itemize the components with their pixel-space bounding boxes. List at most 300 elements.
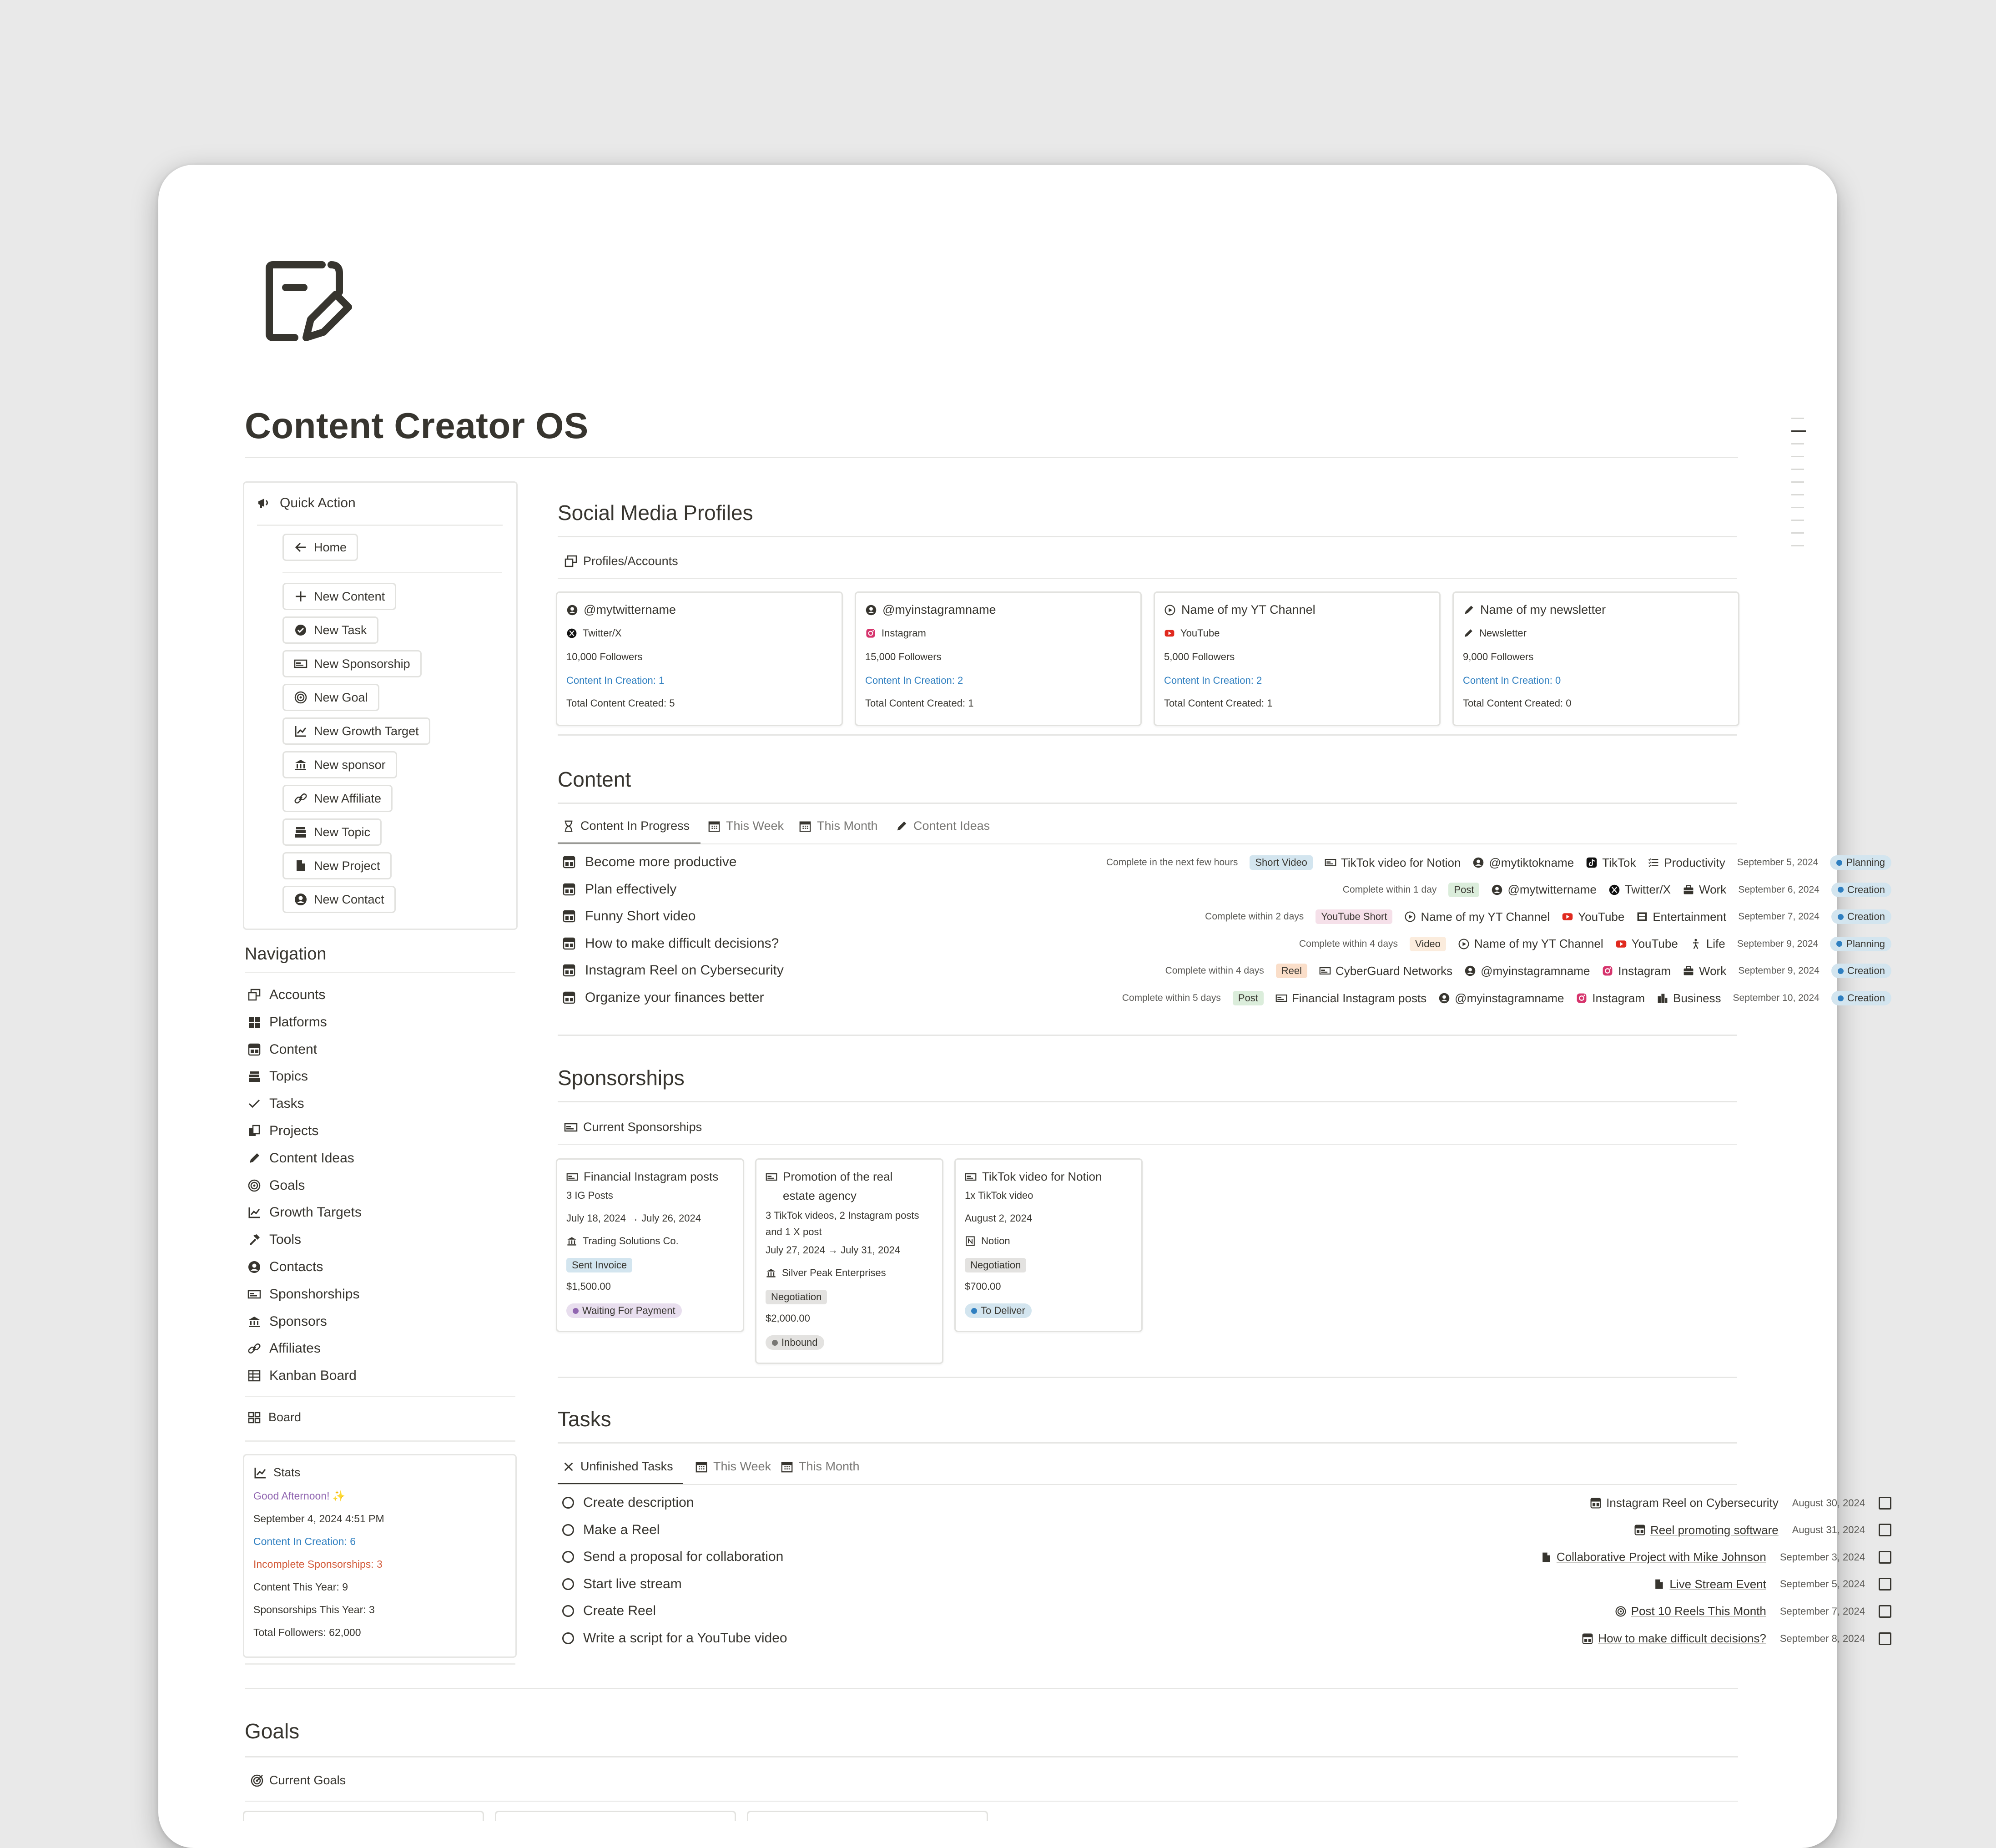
task-checkbox[interactable] <box>1879 1497 1891 1510</box>
nav-item-projects[interactable] <box>247 1123 318 1139</box>
accounts-icon <box>564 555 578 568</box>
task-title: Send a proposal for collaboration <box>583 1549 784 1565</box>
stats-title: Stats <box>273 1465 301 1479</box>
related-label: Post 10 Reels This Month <box>1631 1604 1766 1618</box>
profile-platform: Newsletter <box>1479 627 1527 639</box>
arrow-left-icon <box>294 540 307 554</box>
content-due: Complete within 2 days <box>1205 911 1304 922</box>
youtube-icon <box>1562 911 1573 923</box>
target-icon <box>1615 1606 1627 1617</box>
task-related-item[interactable] <box>1590 1496 1779 1510</box>
nav-item-contacts[interactable] <box>247 1259 323 1275</box>
sponsorship-title: TikTok video for Notion <box>982 1170 1102 1183</box>
board-link[interactable] <box>247 1410 301 1424</box>
topic-label: Work <box>1699 883 1727 897</box>
profile-total-content: Total Content Created: 5 <box>566 697 675 709</box>
profile-name: @myinstagramname <box>882 603 996 616</box>
topic-label: Productivity <box>1664 855 1725 869</box>
profile-name: @mytwittername <box>584 603 676 616</box>
divider <box>558 1144 1737 1145</box>
sponsorship-title: Promotion of the real <box>783 1170 893 1183</box>
person-icon <box>865 604 877 616</box>
projects-icon <box>247 1124 261 1138</box>
content-platform[interactable] <box>1562 910 1624 924</box>
nav-item-label: Platforms <box>269 1014 327 1030</box>
content-title-text: Instagram Reel on Cybersecurity <box>585 963 784 978</box>
task-date: September 5, 2024 <box>1779 1578 1865 1590</box>
person-icon <box>294 893 307 906</box>
divider <box>245 1440 515 1442</box>
task-title: Create Reel <box>583 1603 656 1619</box>
content-due: Complete within 4 days <box>1299 938 1398 949</box>
content-row-title[interactable] <box>562 909 696 924</box>
task-related-item[interactable] <box>1653 1577 1766 1591</box>
nav-item-growth-targets[interactable] <box>247 1205 362 1220</box>
status-badge <box>1831 964 1891 978</box>
content-account[interactable] <box>1458 937 1603 951</box>
divider <box>558 1442 1737 1444</box>
content-type-tag: Video <box>1410 937 1446 951</box>
profile-content-in-creation: Content In Creation: 2 <box>1164 675 1262 686</box>
topic-label: Business <box>1673 991 1721 1005</box>
task-row[interactable] <box>562 1603 656 1619</box>
content-icon <box>247 1043 261 1056</box>
content-platform[interactable] <box>1576 991 1645 1005</box>
person-icon <box>566 604 578 616</box>
content-topic[interactable] <box>1657 991 1721 1005</box>
quick-action-button-label: New Affiliate <box>314 791 382 805</box>
tab-content-in-progress[interactable] <box>562 819 690 833</box>
content-type-tag: Post <box>1233 991 1264 1005</box>
table-of-contents-minimap[interactable] <box>1791 418 1806 558</box>
divider <box>558 1101 1737 1102</box>
current-sponsorships-view-tab[interactable] <box>564 1120 702 1134</box>
task-row[interactable] <box>562 1631 787 1646</box>
divider <box>558 578 1737 579</box>
platform-label: TikTok <box>1602 855 1636 869</box>
quick-action-button-label: New Goal <box>314 690 368 704</box>
content-row-title[interactable] <box>562 882 676 897</box>
tab-this-month[interactable] <box>781 1459 860 1474</box>
stats-content-this-year: Content This Year: 9 <box>253 1581 348 1593</box>
nav-item-sponsors[interactable] <box>247 1314 327 1329</box>
content-icon <box>1634 1524 1646 1536</box>
task-row[interactable] <box>562 1495 694 1510</box>
divider <box>257 525 503 526</box>
quick-action-button-new-affiliate[interactable] <box>282 785 393 812</box>
task-status-circle-icon[interactable] <box>562 1524 574 1536</box>
walk-icon <box>1690 938 1702 950</box>
stats-greeting: Good Afternoon! ✨ <box>253 1490 346 1502</box>
content-platform[interactable] <box>1608 883 1671 897</box>
bank-icon <box>566 1236 577 1247</box>
quick-action-button-new-topic[interactable] <box>282 818 382 846</box>
chart-icon <box>247 1206 261 1219</box>
status-badge <box>1830 937 1891 951</box>
nav-item-accounts[interactable] <box>247 987 325 1003</box>
megaphone-icon <box>257 496 271 510</box>
topic-label: Work <box>1699 964 1727 978</box>
task-row[interactable] <box>562 1522 660 1538</box>
tab-unfinished-tasks[interactable] <box>562 1459 673 1474</box>
nav-item-label: Goals <box>269 1177 305 1193</box>
quick-action-button-new-sponsor[interactable] <box>282 751 397 778</box>
profile-card[interactable] <box>1452 591 1739 726</box>
divider <box>245 1396 515 1397</box>
instagram-icon <box>865 628 876 639</box>
x-icon <box>1608 884 1620 896</box>
content-row-title[interactable] <box>562 854 737 870</box>
profile-card[interactable] <box>1154 591 1441 726</box>
content-account[interactable] <box>1438 991 1564 1005</box>
current-sponsorships-label: Current Sponsorships <box>583 1120 702 1134</box>
content-topic[interactable] <box>1683 964 1726 978</box>
tab-label: This Week <box>713 1459 771 1473</box>
sponsorship-deliverables: 3 IG Posts <box>566 1190 613 1201</box>
profile-card[interactable] <box>855 591 1142 726</box>
person-icon <box>247 1260 261 1274</box>
content-sponsorship[interactable] <box>1325 856 1461 870</box>
nav-item-goals[interactable] <box>247 1178 305 1193</box>
sponsorship-sponsor: Notion <box>981 1235 1010 1247</box>
content-row-title[interactable] <box>562 936 779 951</box>
calendar-icon <box>799 820 812 833</box>
tab-label: This Week <box>726 819 784 833</box>
profile-card[interactable] <box>556 591 843 726</box>
money-icon <box>247 1288 261 1301</box>
money-icon <box>1325 857 1336 868</box>
quick-action-button-label: New Project <box>314 858 380 873</box>
profiles-view-tab[interactable] <box>564 554 678 568</box>
stats-panel <box>243 1454 517 1658</box>
nav-item-label: Accounts <box>269 987 326 1002</box>
content-icon <box>562 855 576 869</box>
content-topic[interactable] <box>1690 937 1725 951</box>
content-account[interactable] <box>1472 856 1574 870</box>
content-icon <box>562 883 576 896</box>
board-label: Board <box>268 1410 302 1424</box>
content-due: Complete within 4 days <box>1165 965 1264 976</box>
status-label: Creation <box>1847 992 1885 1004</box>
target-icon <box>294 691 307 704</box>
profile-platform: YouTube <box>1180 627 1220 639</box>
task-row[interactable] <box>562 1576 682 1592</box>
status-badge <box>1831 991 1891 1005</box>
account-label: @myinstagramname <box>1481 964 1590 978</box>
link-icon <box>294 792 307 805</box>
profile-platform: Instagram <box>882 627 926 639</box>
quick-action-button-label: New Growth Target <box>314 724 419 738</box>
tab-this-week[interactable] <box>708 819 784 833</box>
chart-icon <box>253 1466 267 1479</box>
related-label: Collaborative Project with Mike Johnson <box>1556 1550 1766 1564</box>
document-icon <box>1540 1551 1552 1563</box>
business-icon <box>1657 992 1668 1004</box>
navigation-title: Navigation <box>245 944 327 964</box>
account-label: @mytiktokname <box>1489 855 1574 869</box>
content-platform[interactable] <box>1586 856 1636 870</box>
platform-label: Twitter/X <box>1624 883 1671 897</box>
tab-this-month[interactable] <box>799 819 878 833</box>
account-label: Name of my YT Channel <box>1421 909 1550 924</box>
sponsorship-title: Financial Instagram posts <box>584 1170 719 1183</box>
pencil-icon <box>1463 628 1474 639</box>
status-badge <box>1830 855 1891 870</box>
tab-content-ideas[interactable] <box>895 819 990 833</box>
content-platform[interactable] <box>1615 937 1678 951</box>
task-status-circle-icon[interactable] <box>562 1551 574 1563</box>
tab-label: This Month <box>799 1459 860 1473</box>
task-title: Create description <box>583 1495 694 1510</box>
sponsorship-sponsor: Silver Peak Enterprises <box>782 1267 886 1278</box>
quick-action-button-new-contact[interactable] <box>282 886 396 913</box>
task-checkbox[interactable] <box>1879 1578 1891 1590</box>
divider <box>245 972 515 973</box>
content-date: September 10, 2024 <box>1733 993 1820 1003</box>
content-date: September 9, 2024 <box>1738 965 1820 976</box>
stack-icon <box>294 825 307 839</box>
quick-action-button-label: New Content <box>314 589 385 603</box>
task-status-circle-icon[interactable] <box>562 1497 574 1509</box>
social-media-title: Social Media Profiles <box>558 501 753 525</box>
x-icon <box>566 628 577 639</box>
nav-item-label: Affiliates <box>269 1341 321 1356</box>
task-properties <box>1590 1496 1891 1510</box>
task-date: September 7, 2024 <box>1779 1605 1865 1617</box>
status-label: Inbound <box>781 1337 818 1348</box>
content-date: September 6, 2024 <box>1738 884 1820 895</box>
money-icon <box>766 1171 777 1183</box>
content-topic[interactable] <box>1683 883 1726 897</box>
task-checkbox[interactable] <box>1879 1551 1891 1564</box>
divider <box>245 1663 515 1665</box>
content-sponsorship[interactable] <box>1275 991 1426 1005</box>
quick-action-button-new-project[interactable] <box>282 852 392 879</box>
nav-item-label: Sponsors <box>269 1313 327 1329</box>
task-row[interactable] <box>562 1549 783 1565</box>
divider <box>558 734 1737 736</box>
nav-item-label: Tools <box>269 1232 302 1247</box>
task-checkbox[interactable] <box>1879 1524 1891 1536</box>
content-date: September 5, 2024 <box>1737 857 1819 868</box>
sponsorship-label: CyberGuard Networks <box>1335 964 1453 978</box>
quick-action-button-label: New Task <box>314 623 367 637</box>
content-date: September 7, 2024 <box>1738 911 1820 922</box>
content-date: September 9, 2024 <box>1737 938 1819 949</box>
person-icon <box>1438 992 1450 1004</box>
profile-followers: 10,000 Followers <box>566 651 643 662</box>
task-title: Make a Reel <box>583 1522 660 1537</box>
content-title: Content <box>558 767 631 791</box>
nav-item-tools[interactable] <box>247 1232 301 1247</box>
platform-label: Instagram <box>1592 991 1645 1005</box>
nav-item-sponshorships[interactable] <box>247 1287 359 1302</box>
content-title-text: Funny Short video <box>585 909 696 924</box>
status-dot <box>1838 968 1844 974</box>
task-properties <box>1634 1523 1891 1537</box>
home-label: Home <box>314 540 347 554</box>
quick-action-panel <box>243 481 518 930</box>
task-status-circle-icon[interactable] <box>562 1632 574 1644</box>
content-type-tag: Post <box>1448 883 1479 897</box>
quick-action-button-new-task[interactable] <box>282 616 378 644</box>
nav-item-platforms[interactable] <box>247 1015 327 1030</box>
task-status-circle-icon[interactable] <box>562 1578 574 1590</box>
account-label: @mytwittername <box>1507 883 1597 897</box>
content-row-properties <box>1205 909 1891 924</box>
content-type-tag: YouTube Short <box>1316 909 1392 924</box>
target-icon <box>250 1774 264 1787</box>
task-related-item[interactable] <box>1540 1550 1766 1564</box>
task-checkbox[interactable] <box>1879 1632 1891 1645</box>
profile-platform: Twitter/X <box>583 627 622 639</box>
sponsorship-label: Financial Instagram posts <box>1291 991 1427 1005</box>
nav-item-affiliates[interactable] <box>247 1341 321 1356</box>
quick-action-title: Quick Action <box>280 495 356 510</box>
nav-item-content-ideas[interactable] <box>247 1151 354 1166</box>
person-icon <box>1472 857 1484 868</box>
status-dot <box>971 1308 977 1314</box>
sponsorship-status-badge <box>566 1303 682 1318</box>
content-type-tag: Reel <box>1276 964 1307 978</box>
status-dot <box>1838 887 1844 893</box>
status-dot <box>1838 914 1844 920</box>
task-related-item[interactable] <box>1634 1523 1779 1537</box>
quick-action-button-new-goal[interactable] <box>282 684 379 711</box>
person-icon <box>1464 965 1476 977</box>
tab-label: Content In Progress <box>580 819 690 833</box>
money-icon <box>965 1171 977 1183</box>
content-type-tag: Short Video <box>1250 855 1313 870</box>
pencil-icon <box>247 1151 261 1165</box>
task-properties <box>1615 1604 1891 1618</box>
nav-item-label: Kanban Board <box>269 1368 357 1383</box>
content-title-text: Organize your finances better <box>585 990 764 1005</box>
money-icon <box>564 1121 578 1134</box>
profile-name: Name of my newsletter <box>1480 603 1606 616</box>
nav-item-label: Topics <box>269 1069 308 1084</box>
content-row-title[interactable] <box>562 990 764 1005</box>
calendar-icon <box>708 820 721 833</box>
status-dot <box>1836 941 1842 947</box>
task-checkbox[interactable] <box>1879 1605 1891 1618</box>
content-row-title[interactable] <box>562 963 784 978</box>
hourglass-icon <box>562 820 575 833</box>
hammer-icon <box>247 1233 261 1247</box>
money-icon <box>1319 965 1331 977</box>
content-account[interactable] <box>1404 910 1550 924</box>
content-icon <box>562 964 576 977</box>
platform-label: Instagram <box>1618 964 1671 978</box>
content-icon <box>1590 1497 1602 1509</box>
content-topic[interactable] <box>1636 910 1726 924</box>
quick-action-button-label: New Sponsorship <box>314 656 410 671</box>
profile-name: Name of my YT Channel <box>1181 603 1316 616</box>
task-properties <box>1653 1577 1891 1591</box>
task-date: August 31, 2024 <box>1792 1524 1865 1536</box>
task-title: Start live stream <box>583 1576 682 1591</box>
sponsorship-card[interactable] <box>954 1158 1143 1332</box>
tab-label: This Month <box>817 819 878 833</box>
nav-item-content[interactable] <box>247 1042 317 1057</box>
chart-icon <box>294 724 307 738</box>
briefcase-icon <box>1683 884 1694 896</box>
page-icon-edit-document-icon <box>263 256 354 347</box>
content-sponsorship[interactable] <box>1319 964 1452 978</box>
content-topic[interactable] <box>1648 856 1725 870</box>
nav-item-label: Content <box>269 1041 318 1057</box>
content-row-properties <box>1299 937 1891 951</box>
pencil-icon <box>895 820 908 833</box>
content-platform[interactable] <box>1602 964 1671 978</box>
profiles-view-label: Profiles/Accounts <box>583 554 678 568</box>
status-label: Creation <box>1847 884 1885 895</box>
content-icon <box>562 937 576 950</box>
table-icon <box>247 1369 261 1383</box>
sponsorship-sponsor: Trading Solutions Co. <box>583 1235 679 1247</box>
divider <box>282 572 502 573</box>
sponsorship-card[interactable] <box>755 1158 943 1364</box>
nav-item-topics[interactable] <box>247 1069 308 1084</box>
status-dot <box>573 1308 579 1314</box>
account-label: @myinstagramname <box>1455 991 1564 1005</box>
quick-action-button-new-growth-target[interactable] <box>282 717 430 745</box>
profile-content-in-creation: Content In Creation: 0 <box>1463 675 1561 686</box>
notion-icon <box>965 1236 976 1247</box>
quick-action-button-new-content[interactable] <box>282 583 396 610</box>
play-icon <box>1164 604 1176 616</box>
content-account[interactable] <box>1464 964 1590 978</box>
task-related-item[interactable] <box>1582 1631 1766 1646</box>
related-label: How to make difficult decisions? <box>1598 1631 1766 1645</box>
grid-icon <box>247 1015 261 1029</box>
quick-action-button-label: New Topic <box>314 825 371 839</box>
nav-item-kanban-board[interactable] <box>247 1368 357 1383</box>
stats-header <box>253 1465 300 1479</box>
task-status-circle-icon[interactable] <box>562 1605 574 1617</box>
document-icon <box>294 859 307 873</box>
instagram-icon <box>1576 992 1588 1004</box>
content-row-properties <box>1122 991 1891 1005</box>
quick-action-button-new-sponsorship[interactable] <box>282 650 422 677</box>
person-icon <box>1491 884 1503 896</box>
task-related-item[interactable] <box>1615 1604 1766 1618</box>
tab-this-week[interactable] <box>695 1459 771 1474</box>
instagram-icon <box>1602 965 1613 977</box>
content-account[interactable] <box>1491 883 1596 897</box>
home-button[interactable] <box>282 534 358 561</box>
sponsorship-label: TikTok video for Notion <box>1341 855 1461 869</box>
profile-total-content: Total Content Created: 1 <box>865 697 974 709</box>
task-title: Write a script for a YouTube video <box>583 1631 787 1646</box>
plus-icon <box>294 590 307 603</box>
page-title: Content Creator OS <box>245 405 589 446</box>
nav-item-label: Growth Targets <box>269 1205 362 1220</box>
current-goals-view-tab[interactable] <box>250 1773 346 1787</box>
content-title-text: Become more productive <box>585 854 737 869</box>
related-label: Live Stream Event <box>1669 1577 1766 1591</box>
sponsorships-title: Sponsorships <box>558 1066 685 1090</box>
target-icon <box>247 1179 261 1192</box>
stats-sponsorships-this-year: Sponsorships This Year: 3 <box>253 1604 375 1616</box>
nav-item-tasks[interactable] <box>247 1096 304 1111</box>
account-label: Name of my YT Channel <box>1474 937 1603 951</box>
quick-action-header <box>257 495 356 511</box>
sponsorship-card[interactable] <box>556 1158 744 1332</box>
sponsorship-deliverables-line2: and 1 X post <box>766 1226 822 1237</box>
topic-label: Life <box>1706 937 1725 951</box>
link-icon <box>247 1342 261 1355</box>
